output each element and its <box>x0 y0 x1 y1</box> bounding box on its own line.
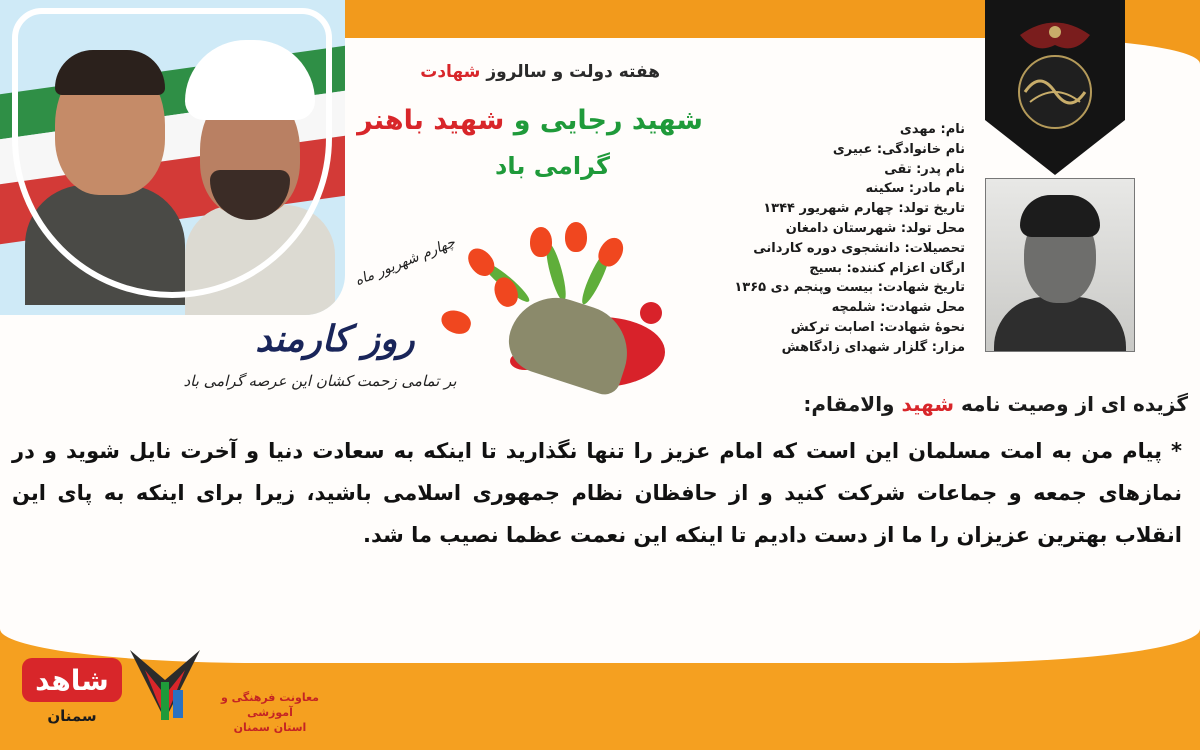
week-heading: هفته دولت و سالروز شهادت <box>420 62 660 82</box>
martyr-photo <box>985 178 1135 352</box>
employee-day-title: روز کارمند <box>255 318 415 360</box>
employee-day-blessing: بر تمامی زحمت کشان این عرصه گرامی باد <box>183 372 457 390</box>
bio-family-name: نام خانوادگی: عبیری <box>832 141 965 157</box>
foundation-emblem <box>125 640 205 725</box>
bio-father-name: نام پدر: تقی <box>884 161 965 177</box>
bio-birth-place: محل تولد: شهرستان دامغان <box>785 220 965 236</box>
bio-dispatching-organ: ارگان اعزام کننده: بسیج <box>809 260 965 276</box>
photo-hair <box>1020 195 1100 237</box>
honor-heading: گرامی باد <box>495 152 610 180</box>
employee-day-date: چهارم شهریور ماه <box>352 234 458 290</box>
tulip <box>438 307 474 338</box>
svg-text:شاهد: شاهد <box>35 664 109 697</box>
bio-birth-date: تاریخ تولد: چهارم شهریور ۱۳۴۴ <box>763 201 965 217</box>
helmet <box>501 285 640 398</box>
martyr-bio-list <box>640 120 965 358</box>
bio-education: تحصیلات: دانشجوی دوره کاردانی <box>753 240 965 256</box>
will-heading: گزیده ای از وصیت نامه شهید والامقام: <box>803 392 1188 416</box>
city-label: سمنان <box>47 707 97 725</box>
organization-name: معاونت فرهنگی و آموزشی استان سمنان <box>221 691 319 734</box>
bio-martyrdom-manner: نحوهٔ شهادت: اصابت ترکش <box>790 319 965 335</box>
bio-martyrdom-date: تاریخ شهادت: بیست وپنجم دی ۱۳۶۵ <box>734 280 965 296</box>
martyrs-names-heading: شهید رجایی و شهید باهنر <box>357 105 703 136</box>
shahed-logo <box>18 650 126 710</box>
tulip <box>530 227 552 257</box>
tulip <box>565 222 587 252</box>
bio-martyrdom-place: محل شهادت: شلمچه <box>831 300 965 316</box>
bio-name: نام: مهدی <box>899 122 965 137</box>
martyrs-poster <box>0 0 345 315</box>
will-text: * پیام من به امت مسلمان این است که امام عزیز را تنها نگذارید تا اینکه به سعادت دنیا و آخرت نایل شوید و در نمازهای جمعه و جماعات شرکت کنید و از حافظان نظام جمهوری اسلامی باشید، زیرا برای اینکه به پای این انقلاب بهترین عزیزان را ما از دست دادیم تا اینکه این نعمت عظما نصیب ما شد. <box>12 439 1182 547</box>
mourning-banner <box>985 0 1125 175</box>
bio-burial-place: مزار: گلزار شهدای زادگاهش <box>781 339 965 355</box>
bio-mother-name: نام مادر: سکینه <box>865 181 965 197</box>
